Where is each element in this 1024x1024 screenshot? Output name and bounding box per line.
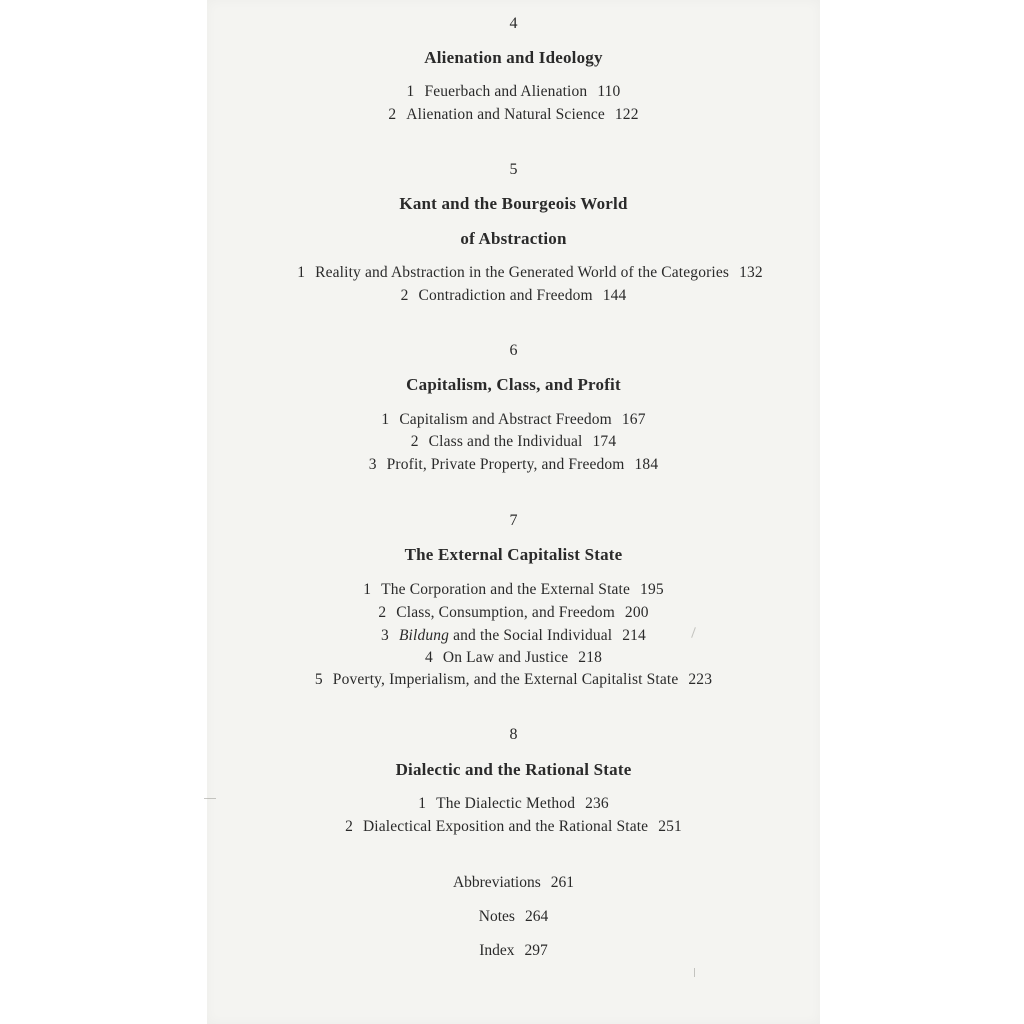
section-page: 132 [739,264,763,281]
toc-entry-index [207,941,820,961]
toc-entry [207,105,820,125]
section-page: 195 [640,581,664,598]
section-number: 5 [314,671,323,688]
section-page: 200 [624,604,649,621]
toc-entry [207,794,820,814]
section-number: 1 [406,83,415,100]
section-title-italic: Bildung [398,627,450,644]
chapter-8-number: 8 [509,726,518,743]
backmatter-title: Index [479,942,515,959]
toc-entry [207,82,820,102]
section-number: 2 [410,433,419,450]
chapter-4-title: Alienation and Ideology [424,48,603,67]
toc-entry [207,286,820,306]
toc-entry-notes [207,907,820,927]
chapter-5-title-line-1: Kant and the Bourgeois World [399,194,628,213]
chapter-7-number: 7 [509,512,518,529]
toc-entry [230,263,830,283]
section-page: 184 [634,456,659,473]
section-title: Poverty, Imperialism, and the External Capitalist State [332,671,679,688]
section-number: 2 [388,106,397,123]
toc-entry [207,817,820,837]
chapter-5-title-line-2: of Abstraction [460,229,567,248]
section-number: 2 [345,818,353,835]
toc-entry [207,410,820,430]
chapter-5-number: 5 [509,161,518,178]
chapter-7-title: The External Capitalist State [404,545,623,564]
section-number: 1 [297,264,306,281]
section-page: 174 [592,433,617,450]
section-title: Alienation and Natural Science [406,106,605,123]
toc-entry [207,580,820,600]
section-number: 2 [400,287,409,304]
backmatter-page: 264 [524,908,549,925]
section-number: 4 [425,649,433,666]
section-page: 110 [597,83,621,100]
section-title: The Corporation and the External State [381,581,631,598]
section-page: 223 [688,671,713,688]
chapter-8-title: Dialectic and the Rational State [395,760,632,779]
toc-entry-abbreviations [207,873,820,893]
section-number: 1 [381,411,390,428]
backmatter-page: 297 [524,942,548,959]
section-title: and the Social Individual [449,627,613,644]
section-title: Class and the Individual [428,433,583,450]
section-number: 3 [368,456,377,473]
section-number: 2 [378,604,387,621]
toc-entry [207,455,820,475]
section-title: Dialectical Exposition and the Rational State [362,818,649,835]
backmatter-title: Abbreviations [452,874,541,891]
section-title: Feuerbach and Alienation [424,83,588,100]
chapter-6-number: 6 [509,342,518,359]
section-title: Class, Consumption, and Freedom [396,604,615,621]
toc-entry [207,603,820,623]
section-page: 218 [578,649,602,666]
section-number: 1 [363,581,372,598]
section-title: The Dialectic Method [436,795,576,812]
section-title: Profit, Private Property, and Freedom [386,456,625,473]
section-title: On Law and Justice [442,649,569,666]
chapter-4-number: 4 [509,15,518,32]
section-title: Capitalism and Abstract Freedom [399,411,612,428]
backmatter-title: Notes [478,908,515,925]
section-title: Reality and Abstraction in the Generated World of the Categories [315,264,730,281]
chapter-6-title: Capitalism, Class, and Profit [406,375,621,394]
backmatter-page: 261 [550,874,575,891]
section-title: Contradiction and Freedom [418,287,593,304]
section-page: 167 [621,411,646,428]
section-number: 3 [381,627,389,644]
toc-entry [207,432,820,452]
section-page: 144 [602,287,627,304]
section-page: 122 [614,106,639,123]
paper-speck [694,968,695,977]
section-number: 1 [418,795,427,812]
paper-speck [204,798,216,799]
toc-entry [207,626,820,646]
toc-entry [207,648,820,668]
section-page: 251 [658,818,682,835]
section-page: 214 [622,627,646,644]
toc-entry [207,670,820,690]
section-page: 236 [585,795,609,812]
